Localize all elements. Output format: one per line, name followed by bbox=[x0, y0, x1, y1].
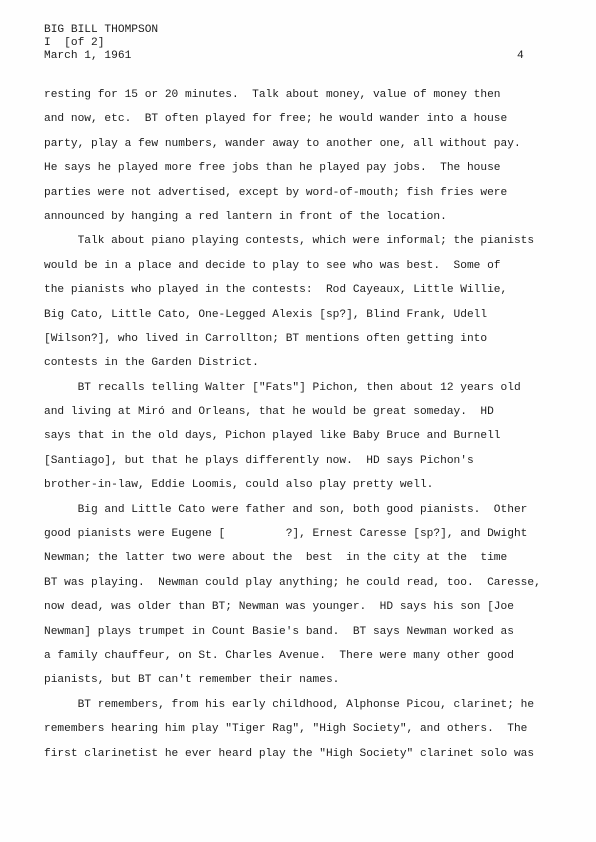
text-line: a family chauffeur, on St. Charles Avenue. There were many other good bbox=[44, 649, 514, 662]
text-line: brother-in-law, Eddie Loomis, could also play pretty well. bbox=[44, 479, 434, 492]
text-line: Newman] plays trumpet in Count Basie's band. BT says Newman worked as bbox=[44, 625, 514, 638]
reel-label: I [of 2] bbox=[44, 37, 105, 49]
text-line: announced by hanging a red lantern in front of the location. bbox=[44, 210, 447, 223]
text-line: the pianists who played in the contests: Rod Cayeaux, Little Willie, bbox=[44, 284, 508, 297]
text-line: He says he played more free jobs than he played pay jobs. The house bbox=[44, 162, 501, 175]
page-number: 4 bbox=[517, 50, 524, 62]
text-line: BT recalls telling Walter ["Fats"] Pichon, then about 12 years old bbox=[44, 381, 521, 394]
text-line: party, play a few numbers, wander away to another one, all without pay. bbox=[44, 137, 521, 150]
text-line: [Santiago], but that he plays differently now. HD says Pichon's bbox=[44, 454, 474, 467]
text-line: BT was playing. Newman could play anything; he could read, too. Caresse, bbox=[44, 576, 541, 589]
text-line: resting for 15 or 20 minutes. Talk about money, value of money then bbox=[44, 89, 501, 101]
text-line: [Wilson?], who lived in Carrollton; BT mentions often getting into bbox=[44, 332, 488, 345]
text-line: and now, etc. BT often played for free; he would wander into a house bbox=[44, 113, 508, 126]
text-line: now dead, was older than BT; Newman was younger. HD says his son [Joe bbox=[44, 601, 514, 614]
text-line: contests in the Garden District. bbox=[44, 357, 259, 370]
page-header bbox=[44, 24, 158, 63]
transcript-body bbox=[44, 83, 564, 766]
text-line: pianists, but BT can't remember their names. bbox=[44, 674, 340, 687]
text-line: parties were not advertised, except by word-of-mouth; fish fries were bbox=[44, 186, 508, 199]
text-line: Talk about piano playing contests, which were informal; the pianists bbox=[44, 235, 535, 248]
interview-date: March 1, 1961 bbox=[44, 50, 132, 62]
text-line: and living at Miró and Orleans, that he would be great someday. HD bbox=[44, 406, 494, 419]
text-line: would be in a place and decide to play to see who was best. Some of bbox=[44, 259, 501, 272]
text-line: Big Cato, Little Cato, One-Legged Alexis [sp?], Blind Frank, Udell bbox=[44, 308, 488, 321]
text-line: remembers hearing him play "Tiger Rag", "High Society", and others. The bbox=[44, 723, 528, 736]
text-line: says that in the old days, Pichon played like Baby Bruce and Burnell bbox=[44, 430, 501, 443]
text-line: Big and Little Cato were father and son, both good pianists. Other bbox=[44, 503, 528, 516]
text-line: first clarinetist he ever heard play the "High Society" clarinet solo was bbox=[44, 747, 535, 760]
text-line: good pianists were Eugene [ ?], Ernest Caresse [sp?], and Dwight bbox=[44, 528, 528, 541]
text-line: Newman; the latter two were about the best in the city at the time bbox=[44, 552, 508, 565]
text-line: BT remembers, from his early childhood, Alphonse Picou, clarinet; he bbox=[44, 698, 535, 711]
interviewee-name: BIG BILL THOMPSON bbox=[44, 24, 159, 36]
